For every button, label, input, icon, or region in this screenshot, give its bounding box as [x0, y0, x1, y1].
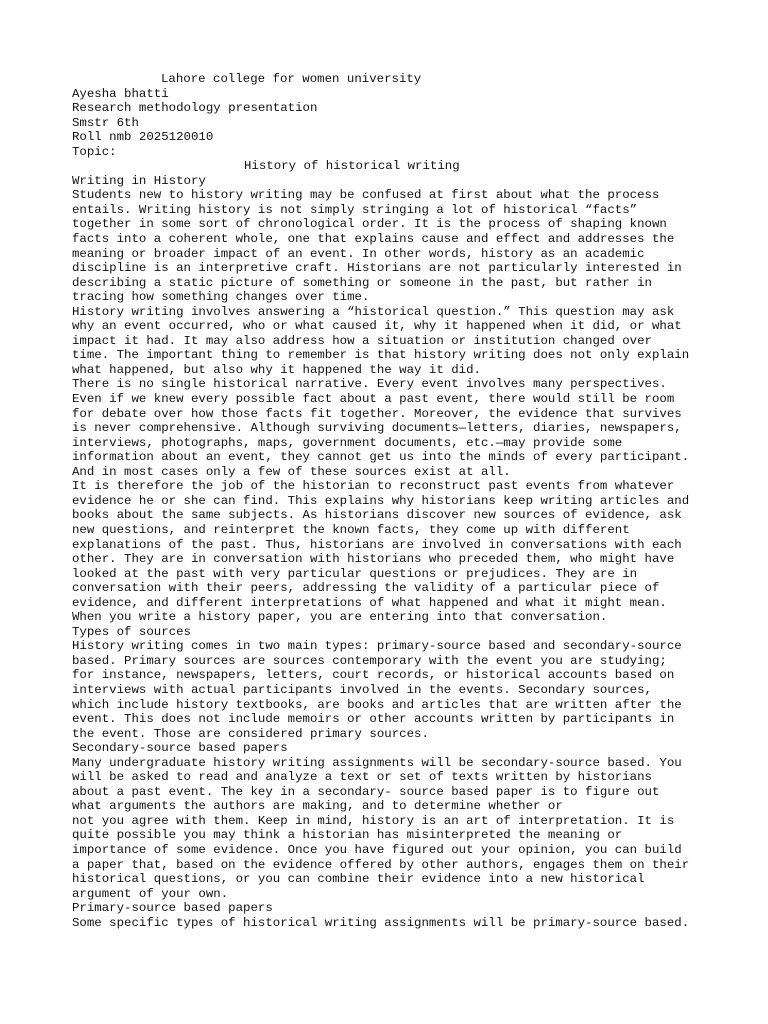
body-line: meaning or broader impact of an event. In other words, history as an academic	[72, 246, 645, 261]
body-line: looked at the past with very particular questions or prejudices. They are in	[72, 566, 638, 581]
body-line: conversation with their peers, addressing the validity of a particular piece of	[72, 581, 660, 596]
body-line: entails. Writing history is not simply stringing a lot of historical “facts”	[72, 202, 638, 217]
body-line: describing a static picture of something or someone in the past, but rather in	[72, 275, 652, 290]
body-line: historical questions, or you can combine their evidence into a new historical	[72, 872, 645, 887]
body-line: argument of your own.	[72, 886, 229, 901]
body-line: based. Primary sources are sources contemporary with the event you are studying;	[72, 653, 667, 668]
body-line: Students new to history writing may be confused at first about what the process	[72, 188, 660, 203]
body-line: event. This does not include memoirs or other accounts written by participants in	[72, 712, 675, 727]
university-name: Lahore college for women university	[161, 72, 422, 86]
body-line: what arguments the authors are making, and to determine whether or	[72, 799, 563, 814]
body-line: evidence he or she can find. This explains why historians keep writing articles and	[72, 493, 690, 508]
body-line: discipline is an interpretive craft. Historians are not particularly interested in	[72, 261, 682, 276]
body-line: When you write a history paper, you are entering into that conversation.	[72, 610, 608, 625]
body-line: for debate over how those facts fit together. Moreover, the evidence that survives	[72, 406, 682, 421]
body-line: Many undergraduate history writing assignments will be secondary-source based. You	[72, 755, 682, 770]
body-line: books about the same subjects. As historians discover new sources of evidence, ask	[72, 508, 682, 523]
body-line: History writing comes in two main types: primary-source based and secondary-source	[72, 639, 682, 654]
body-line: It is therefore the job of the historian to reconstruct past events from whatever	[72, 479, 675, 494]
body-line: the event. Those are considered primary sources.	[72, 726, 429, 741]
document-title: History of historical writing	[244, 159, 460, 174]
body-line: is never comprehensive. Although surviving documents—letters, diaries, newspapers,	[72, 421, 682, 436]
body-line: explanations of the past. Thus, historians are involved in conversations with each	[72, 537, 682, 552]
author-name: Ayesha bhatti	[72, 86, 169, 101]
body-line: not you agree with them. Keep in mind, history is an art of interpretation. It is	[72, 813, 675, 828]
body-line: time. The important thing to remember is that history writing does not only explain	[72, 348, 690, 363]
semester: Smstr 6th	[72, 115, 139, 130]
heading-types-of-sources: Types of sources	[72, 624, 191, 639]
body-line: why an event occurred, who or what caused it, why it happened when it did, or what	[72, 319, 682, 334]
body-line: interviews, photographs, maps, government documents, etc.—may provide some	[72, 435, 623, 450]
body-line: will be asked to read and analyze a text or set of texts written by historians	[72, 770, 652, 785]
heading-primary-source-papers: Primary-source based papers	[72, 901, 273, 916]
body-line: Some specific types of historical writing assignments will be primary-source based.	[72, 915, 690, 930]
body-line: for instance, newspapers, letters, court records, or historical accounts based on	[72, 668, 675, 683]
document-page	[72, 72, 712, 930]
body-line: Even if we knew every possible fact about a past event, there would still be room	[72, 392, 675, 407]
body-line: which include history textbooks, are books and articles that are written after the	[72, 697, 682, 712]
body-line: information about an event, they cannot get us into the minds of every participant.	[72, 450, 690, 465]
body-line: a paper that, based on the evidence offered by other authors, engages them on their	[72, 857, 690, 872]
body-line: History writing involves answering a “historical question.” This question may ask	[72, 304, 675, 319]
body-line: impact it had. It may also address how a situation or institution changed over	[72, 333, 652, 348]
heading-writing-in-history: Writing in History	[72, 173, 206, 188]
body-line: together in some sort of chronological order. It is the process of shaping known	[72, 217, 667, 232]
body-line: evidence, and different interpretations of what happened and what it might mean.	[72, 595, 667, 610]
body-line: importance of some evidence. Once you have figured out your opinion, you can build	[72, 842, 682, 857]
body-line: interviews with actual participants involved in the events. Secondary sources,	[72, 682, 652, 697]
body-line: about a past event. The key in a secondary- source based paper is to figure out	[72, 784, 660, 799]
body-line: facts into a coherent whole, one that explains cause and effect and addresses the	[72, 232, 675, 247]
course-name: Research methodology presentation	[72, 101, 318, 116]
body-line: what happened, but also why it happened the way it did.	[72, 362, 481, 377]
body-line: new questions, and reinterpret the known facts, they come up with different	[72, 522, 630, 537]
body-line: tracing how something changes over time.	[72, 290, 370, 305]
topic-label: Topic:	[72, 144, 117, 159]
body-line: There is no single historical narrative. Every event involves many perspectives.	[72, 377, 667, 392]
body-line: quite possible you may think a historian has misinterpreted the meaning or	[72, 828, 623, 843]
document-body	[72, 174, 712, 930]
body-line: And in most cases only a few of these sources exist at all.	[72, 464, 511, 479]
heading-secondary-source-papers: Secondary-source based papers	[72, 741, 288, 756]
roll-number: Roll nmb 2025120010	[72, 130, 214, 145]
body-line: other. They are in conversation with historians who preceded them, who might have	[72, 552, 675, 567]
